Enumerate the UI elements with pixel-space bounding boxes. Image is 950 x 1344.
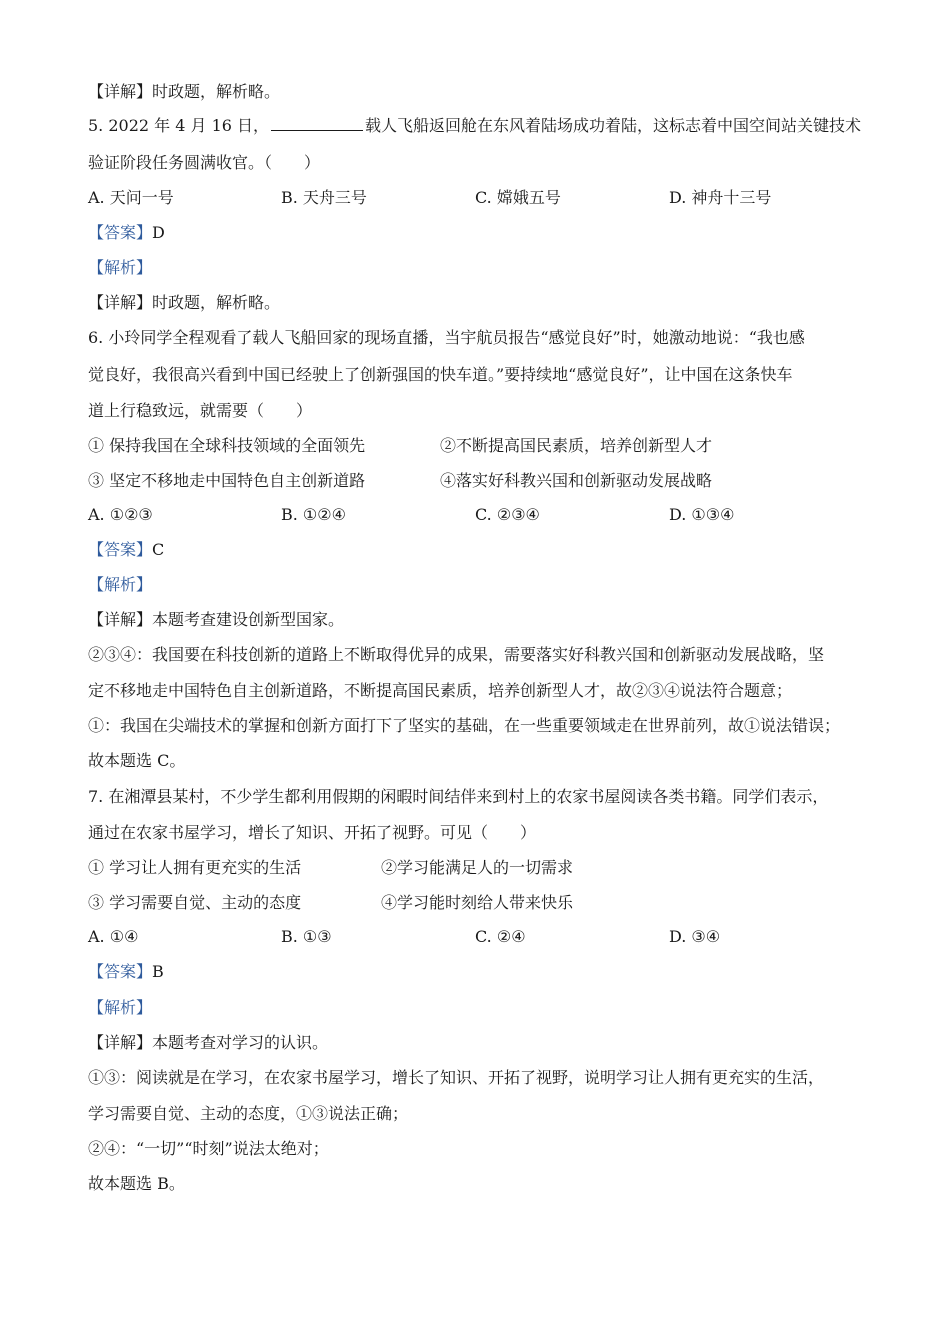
answer-blank: [271, 115, 363, 131]
question-6-option-d: D. ①③④: [669, 505, 735, 524]
question-7-stem-line1: 7. 在湘潭县某村，不少学生都利用假期的闲暇时间结伴来到村上的农家书屋阅读各类书籍。同学们表示，: [88, 787, 829, 806]
answer-tag: 【答案】: [88, 962, 153, 981]
question-6-conclusion: 故本题选 C。: [88, 751, 186, 770]
question-5-analysis-tag: 【解析】: [88, 258, 153, 277]
question-6-detail: 【详解】本题考查建设创新型国家。: [88, 610, 345, 629]
question-5-option-b: B. 天舟三号: [281, 188, 367, 207]
answer-tag: 【答案】: [88, 223, 153, 242]
question-5-detail: 【详解】时政题，解析略。: [88, 293, 281, 312]
question-7-statement-2: ②学习能满足人的一切需求: [381, 858, 574, 877]
question-7-option-d: D. ③④: [669, 927, 721, 946]
question-5-prefix: 5. 2022 年 4 月 16 日，: [88, 116, 270, 135]
question-6-option-c: C. ②③④: [475, 505, 540, 524]
question-7-conclusion: 故本题选 B。: [88, 1174, 185, 1193]
answer-value: D: [152, 223, 165, 242]
question-5-answer: [88, 222, 165, 244]
answer-value: C: [152, 540, 165, 559]
question-7-explanation-1: ①③：阅读就是在学习，在农家书屋学习，增长了知识、开拓了视野，说明学习让人拥有更充实的生活，: [88, 1068, 825, 1087]
question-7-option-b: B. ①③: [281, 927, 332, 946]
question-6-statement-3: ③ 坚定不移地走中国特色自主创新道路: [88, 471, 366, 490]
question-5-option-a: A. 天问一号: [88, 188, 174, 207]
question-7-detail: 【详解】本题考查对学习的认识。: [88, 1033, 329, 1052]
question-7-stem-line2: 通过在农家书屋学习，增长了知识、开拓了视野。可见（ ）: [88, 823, 537, 842]
answer-tag: 【答案】: [88, 540, 153, 559]
question-7-statement-3: ③ 学习需要自觉、主动的态度: [88, 893, 302, 912]
question-5-option-c: C. 嫦娥五号: [475, 188, 561, 207]
question-7-answer: [88, 961, 164, 983]
question-6-statement-2: ②不断提高国民素质，培养创新型人才: [440, 436, 713, 455]
question-6-option-a: A. ①②③: [88, 505, 153, 524]
question-6-statement-4: ④落实好科教兴国和创新驱动发展战略: [440, 471, 713, 490]
question-7-explanation-3: ②④：“一切”“时刻”说法太绝对；: [88, 1139, 329, 1158]
question-6-answer: [88, 539, 164, 561]
question-7-option-c: C. ②④: [475, 927, 526, 946]
question-6-explanation-3: ①：我国在尖端技术的掌握和创新方面打下了坚实的基础，在一些重要领域走在世界前列，故①说法错误；: [88, 716, 841, 735]
question-7-explanation-2: 学习需要自觉、主动的态度，①③说法正确；: [88, 1104, 409, 1123]
question-5-stem: [88, 115, 861, 137]
question-7-statement-4: ④学习能时刻给人带来快乐: [381, 893, 574, 912]
answer-value: B: [152, 962, 164, 981]
question-7-option-a: A. ①④: [88, 927, 139, 946]
question-6-statement-1: ① 保持我国在全球科技领域的全面领先: [88, 436, 366, 455]
question-5-suffix: 载人飞船返回舱在东风着陆场成功着陆，这标志着中国空间站关键技术: [365, 116, 862, 135]
question-7-statement-1: ① 学习让人拥有更充实的生活: [88, 858, 302, 877]
question-5-option-d: D. 神舟十三号: [669, 188, 772, 207]
question-7-analysis-tag: 【解析】: [88, 998, 153, 1017]
question-6-option-b: B. ①②④: [281, 505, 346, 524]
question-6-explanation-1: ②③④：我国要在科技创新的道路上不断取得优异的成果，需要落实好科教兴国和创新驱动发展战略，坚: [88, 645, 825, 664]
question-6-stem-line1: 6. 小玲同学全程观看了载人飞船回家的现场直播，当宇航员报告“感觉良好”时，她激动地说：“我也感: [88, 328, 805, 347]
detail-line: 【详解】时政题，解析略。: [88, 82, 281, 101]
question-6-stem-line3: 道上行稳致远，就需要（ ）: [88, 401, 313, 420]
question-6-explanation-2: 定不移地走中国特色自主创新道路，不断提高国民素质，培养创新型人才，故②③④说法符合题意；: [88, 681, 793, 700]
question-6-analysis-tag: 【解析】: [88, 575, 153, 594]
question-5-stem-line2: 验证阶段任务圆满收官。（ ）: [88, 153, 321, 172]
question-6-stem-line2: 觉良好，我很高兴看到中国已经驶上了创新强国的快车道。”要持续地“感觉良好”，让中国在这条快车: [88, 365, 793, 384]
